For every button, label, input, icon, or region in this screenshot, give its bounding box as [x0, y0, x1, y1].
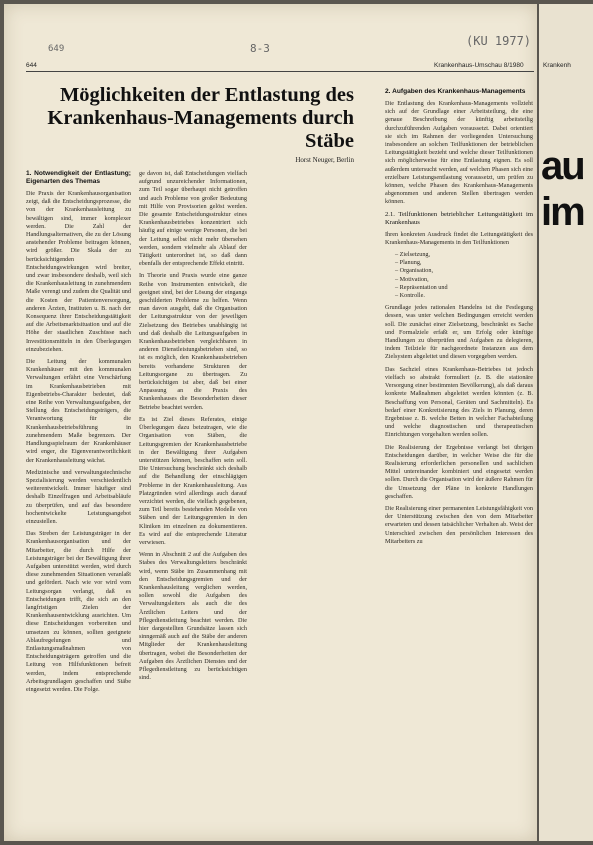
article-title: Möglichkeiten der Entlastung des Krankenhaus-Managements durch Stäbe	[47, 84, 354, 152]
paragraph: Das Streben der Leistungsträger in der Krankenhausorganisation und der Mitarbeiter, die durch Hilfe der Leistungsträger bei der Bewältigung ihrer Aufgaben unterstützt werden, wird durch diese zunehmenden Situationen veranlaßt und gefördert. Nach wie vor wird vom Leitungsorgan verlangt, daß es Entscheidungen trifft, die sich an den langfristigen Zielen der Krankenhausentwicklung ausrichten. Um diese Entscheidungen vorbereiten und umsetzen zu können, sollten geeignete Ablaufregelungen und Entlastungsmaßnahmen von Entscheidungsträgern getroffen und die Leitung von Hilfsfunktionen befreit werden, indem entsprechende Arbeitsgrundlagen geschaffen und Stäbe eingesetzt werden. Die Folge.	[26, 530, 131, 693]
page-number: 644	[26, 62, 37, 69]
paragraph: Die Leitung der kommunalen Krankenhäuser mit den kommunalen Verwaltungen erfährt eine Verschärfung im Krankenhausbetrieben mit Eigenbetriebs-Charakter bedeutet, daß eine Reihe von Verwaltungsaufgaben, der Stellung des Entscheidungsträgers, die Verantwortung für die Krankenhausbetriebsführung in zunehmendem Maße begrenzen. Der Handlungsspielraum der Krankenhäuser wird enger, die Eigenverantwortlichkeit der Krankenhausleitung wächst.	[26, 358, 131, 464]
paragraph: In Theorie und Praxis wurde eine ganze Reihe von Instrumenten entwickelt, die geeignet sind, bei der Lösung der eingangs geschilderten Probleme zu helfen. Wenn man davon ausgeht, daß die Organisation der Leitungsstruktur von der jeweiligen Zielsetzung des Betriebes unabhängig ist und daß deshalb die Leitungsaufgaben in Krankenhausbetrieben vergleichbaren in anderen Dienstleistungsbetrieben sind, so ist es möglich, den Krankenhausbetrieben bereits vorhandene Strukturen der Leitungsorgane zu übertragen. Zu berücksichtigen ist aber, daß bei einer Anpassung an die Praxis des Krankenhauses die Besonderheiten dieser Betriebe beachtet werden.	[139, 272, 247, 411]
list-item: – Planung,	[395, 259, 533, 267]
paragraph: Es ist Ziel dieses Referates, einige Überlegungen dazu beizutragen, wie die Organisation von Stäben, die Leitungsgremien der Krankenhausbetriebe in der Bewältigung ihrer Aufgaben unterstützen können, beschaffen sein soll. Die Untersuchung beschränkt sich deshalb auf die Behandlung der einschlägigen Probleme in der Krankenhausleitung. Aus Platzgründen wird allerdings auch darauf verzichtet werden, die vielfach gegebenen, zum Teil bereits bestehenden Modelle von Stäben und der Leitungsgremien in den Kliniken im einzelnen zu dokumentieren. Es wird auf die entsprechende Literatur verwiesen.	[139, 415, 247, 546]
list-item: – Repräsentation und	[395, 284, 533, 292]
paragraph: Wenn in Abschnitt 2 auf die Aufgaben des Stabes des Verwaltungsleiters beschränkt wird, wenn Stäbe im Zusammenhang mit den Entscheidungsgremien und der Krankenhausleitung verglichen werden, sollen sowohl die Aufgaben des Verwaltungsleiters als auch die des Ärztlichen Leiters und der Pflegedienstleitung beachtet werden. Die hier dargestellten Grundsätze lassen sich sinngemäß auch auf die Stäbe der anderen Mitglieder der Krankenhausleitung übertragen, wobei die Besonderheiten der Aufgaben des Ärztlichen Dienstes und der Pflegedienstleitung zu berücksichtigen sind.	[139, 551, 247, 682]
edge-headline-fragment-2: im	[541, 190, 584, 234]
adjacent-page-edge	[539, 4, 593, 841]
section-heading-1: 1. Notwendigkeit der Entlastung; Eigenarten des Themas	[26, 170, 131, 185]
handwritten-annotation-mid: 8-3	[250, 42, 270, 55]
paragraph: ge davon ist, daß Entscheidungen vielfach aufgrund unzureichender Informationen, zum Teil sogar überhaupt nicht getroffen und auch Probleme von großer Bedeutung mit Hilfe von Provisorien gelöst werden. Die gesamte Entscheidungsstruktur eines Krankenhausbetriebes konzentriert sich häufig auf einige wenige Personen, die bei der Leitung selbst nicht mehr übersehen werden, sondern vielmehr als Ablauf der Tätigkeit unterordnet ist, so daß dann ebenfalls der entsprechende Effekt eintritt.	[139, 170, 247, 268]
function-list	[385, 251, 533, 300]
paragraph: Grundlage jedes rationalen Handelns ist die Festlegung dessen, was unter welchen Bedingungen erreicht werden soll. Die zunächst einer Zielsetzung, beschränkt es Sache und Formalziele erfaßt er, um Erfolg oder künftige Handlungen zu überprüfen und Aufgaben zu delegieren, indem Teilziele für nachgeordnete Instanzen aus dem Zielsystem abgeleitet und diesen vorgegeben werden.	[385, 304, 533, 361]
list-item: – Motivation,	[395, 276, 533, 284]
column-3	[385, 88, 533, 550]
paragraph: Das Sachziel eines Krankenhaus-Betriebes ist jedoch vielfach so abstrakt formuliert (z. B. die stationäre Versorgung einer bestimmten Bevölkerung), als daß daraus konkrete Maßnahmen abgeleitet werden könnten (z. B. Beschaffung von Personal, Geräten und Sachmitteln). Es bedarf einer Konkretisierung des Ziels in Planung, deren Ergebnisse z. B. welche Betten in welcher Fachabteilung und welche diagnostischen und therapeutischen Einrichtungen vorgehalten werden sollen.	[385, 365, 533, 439]
article-author: Horst Neuger, Berlin	[295, 156, 354, 164]
list-item: – Organisation,	[395, 267, 533, 275]
edge-headline-fragment-1: au	[541, 144, 584, 188]
edge-running-title: Krankenh	[543, 62, 571, 69]
running-title: Krankenhaus-Umschau 8/1980	[434, 62, 524, 69]
journal-page	[4, 4, 537, 841]
header-rule	[26, 71, 534, 72]
column-1	[26, 170, 131, 698]
handwritten-annotation-left: 649	[48, 44, 65, 54]
paragraph: Die Realisierung einer permanenten Leistungsfähigkeit von der Unterstützung zwischen den von dem Mitarbeiter erwarteten und dessen tatsächlicher Verhalten ab. Weist der Unterschied zwischen den persönlichen Interessen des Mitarbeiters zu	[385, 504, 533, 545]
list-item: – Zielsetzung,	[395, 251, 533, 259]
column-2	[139, 170, 247, 686]
list-item: – Kontrolle.	[395, 292, 533, 300]
paragraph: Die Praxis der Krankenhausorganisation zeigt, daß die Entscheidungsprozesse, die von der Krankenhausleitung zu bewältigen sind, immer komplexer werden. Die Zahl der Handlungsalternativen, die zu der Lösung anstehender Probleme beitragen können, wird größer. Die Skala der zu berücksichtigenden Entscheidungswirkungen wird breiter, und zwar insbesondere deshalb, weil sich die Krankenhausleitung in zunehmendem Maße verengt und zudem die Qualität und die Kosten der Patientenversorgung, anderen Ärzten, Instituten u. B. nach der Konsequenz ihrer Entscheidungstätigkeit auf die Arbeitsmarktsituation und auf die Höhe der staatlichen Zuschüsse nach Investitionsmitteln in den Überlegungen einzubeziehen.	[26, 190, 131, 353]
section-heading-2: 2. Aufgaben des Krankenhaus-Managements	[385, 88, 526, 95]
paragraph: Ihren konkreten Ausdruck findet die Leitungstätigkeit des Krankenhaus-Managements in den Teilfunktionen	[385, 230, 533, 246]
handwritten-annotation-right: (KU 1977)	[466, 34, 532, 48]
paragraph: Die Entlastung des Krankenhaus-Managements vollzieht sich auf der Grundlage einer Arbeitsteilung, die eine genaue Beschreibung der künftig arbeitsteilig durchzuführenden Aufgaben voraussetzt. Dabei orientiert sie sich im Rahmen der vorliegenden Untersuchung insbesondere an solchen Teilfunktionen der betrieblichen Leitungstätigkeit bezieht und welche dieser Teilfunktionen sich möglicherweise für eine Entlastung eignen. Es soll außerdem untersucht werden, auf welchen Phasen sich eine erzielbare Leistungsentlastung voraussetzt, um prüfen zu können, welche Phasen des Krankenhaus-Managements abgenommen und anderen Stellen übertragen werden können.	[385, 100, 533, 206]
paragraph: Medizinische und verwaltungstechnische Spezialisierung werden verschiedentlich weiterentwickelt. Immer häufiger sind deshalb Einzelfragen und Arbeitsabläufe zu überprüfen, und auf das besondere hochentwickelte Leistungsangebot einzustellen.	[26, 468, 131, 525]
subsection-heading: 2.1. Teilfunktionen betrieblicher Leitungstätigkeit im Krankenhaus	[385, 210, 533, 226]
paragraph: Die Realisierung der Ergebnisse verlangt bei übrigen Entscheidungen darüber, in welcher Weise die für die Realisierung erforderlichen personellen und sachlichen Mittel untereinander kombiniert und eingesetzt werden sollen. Durch die Organisation wird der äußere Rahmen für die Umsetzung der Pläne in konkrete Handlungen geschaffen.	[385, 443, 533, 500]
